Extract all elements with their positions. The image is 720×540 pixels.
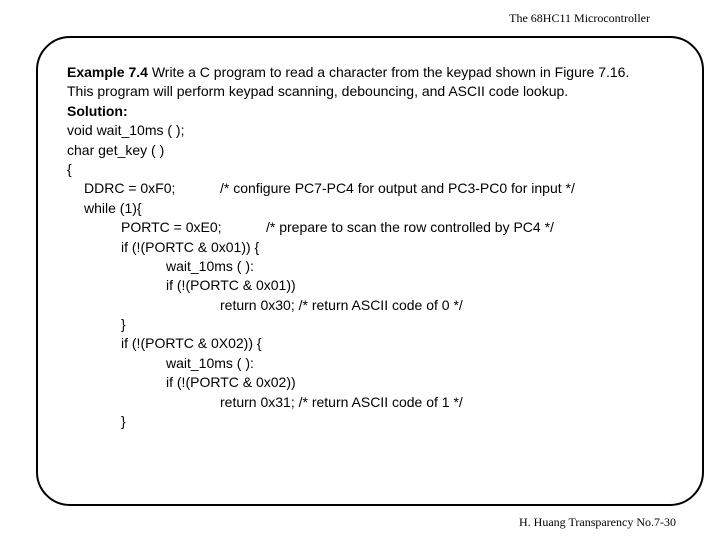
code-line: void wait_10ms ( ); — [67, 122, 185, 139]
solution-label: Solution: — [67, 102, 128, 119]
code-comment: /* configure PC7-PC4 for output and PC3-PC0 for input */ — [220, 180, 575, 197]
example-title: Write a C program to read a character from the keypad shown in Figure 7.16. — [147, 64, 630, 80]
example-label: Example 7.4 — [67, 64, 148, 80]
code-line: return 0x30; /* return ASCII code of 0 */ — [220, 296, 463, 313]
code-line: wait_10ms ( ): — [166, 354, 254, 371]
code-line: if (!(PORTC & 0x02)) — [166, 374, 296, 391]
header-title: The 68HC11 Microcontroller — [509, 11, 650, 25]
code-comment: /* prepare to scan the row controlled by PC4 */ — [266, 219, 554, 236]
slide-content — [67, 63, 629, 431]
code-line: } — [121, 413, 126, 430]
footer-text: H. Huang Transparency No.7-30 — [519, 515, 676, 529]
code-statement: PORTC = 0xE0; — [121, 219, 222, 236]
code-line: if (!(PORTC & 0x01)) — [166, 277, 296, 294]
code-line — [67, 218, 629, 237]
example-description: This program will perform keypad scanning, debouncing, and ASCII code lookup. — [67, 83, 569, 100]
code-line: { — [67, 160, 72, 177]
example-heading-line — [67, 63, 629, 82]
code-line: } — [121, 316, 126, 333]
code-line: char get_key ( ) — [67, 141, 165, 158]
code-line: while (1){ — [84, 199, 142, 216]
code-line — [67, 179, 629, 198]
code-line: return 0x31; /* return ASCII code of 1 */ — [220, 393, 463, 410]
code-line: wait_10ms ( ): — [166, 257, 254, 274]
code-statement: DDRC = 0xF0; — [84, 180, 176, 197]
code-line: if (!(PORTC & 0x01)) { — [121, 238, 260, 255]
code-line: if (!(PORTC & 0X02)) { — [121, 335, 262, 352]
